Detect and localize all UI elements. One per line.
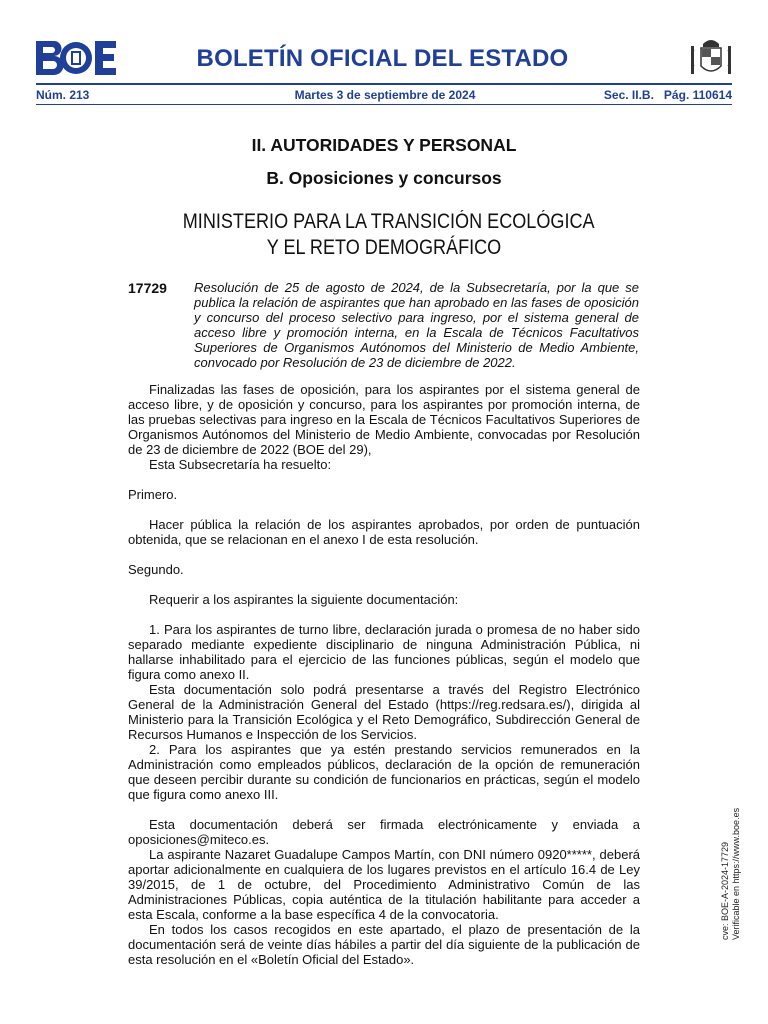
- paragraph: 2. Para los aspirantes que ya estén prestando servicios remunerados en la Administración como empleados públicos, declaración de la opción de remuneración que deseen percibir durante su condición de funcionarios en prácticas, según el modelo que figura como anexo III.: [128, 742, 640, 802]
- document-body: [128, 382, 640, 967]
- boe-logo-icon: [36, 41, 116, 75]
- heading-primero: Primero.: [128, 487, 178, 502]
- paragraph: 1. Para los aspirantes de turno libre, declaración jurada o promesa de no haber sido separado mediante expediente disciplinario de ninguna Administración Pública, ni hallarse inhabilitado para el ejercicio de las funciones públicas, según el modelo que figura como anexo II.: [128, 622, 640, 682]
- verification-link[interactable]: Verificable en https://www.boe.es: [731, 807, 741, 940]
- issue-number: Núm. 213: [36, 88, 90, 102]
- ministry-line-2: Y EL RETO DEMOGRÁFICO: [266, 236, 502, 259]
- paragraph: Requerir a los aspirantes la siguiente documentación:: [149, 592, 459, 607]
- newspaper-title: BOLETÍN OFICIAL DEL ESTADO: [196, 45, 569, 72]
- section-title: II. AUTORIDADES Y PERSONAL: [251, 135, 517, 155]
- verification-sidebar: [720, 720, 742, 940]
- paragraph: Esta documentación deberá ser firmada electrónicamente y enviada a oposiciones@miteco.es.: [128, 817, 640, 847]
- ministry-heading: [182, 209, 595, 261]
- paragraph: En todos los casos recogidos en este apartado, el plazo de presentación de la documentación será de veinte días hábiles a partir del día siguiente de la publicación de esta resolución en el «Boletín Oficial del Estado».: [128, 922, 640, 967]
- issue-date: Martes 3 de septiembre de 2024: [294, 88, 476, 102]
- paragraph: Esta Subsecretaría ha resuelto:: [149, 457, 332, 472]
- resolution-summary: Resolución de 25 de agosto de 2024, de la Subsecretaría, por la que se publica la relación de aspirantes que han aprobado en las fases de oposición y concurso del proceso selectivo para ingreso, por el sistema general de acceso libre y promoción interna, en la Escala de Técnicos Facultativos Superiores de Organismos Autónomos del Ministerio de Medio Ambiente, convocado por Resolución de 23 de diciembre de 2022.: [194, 280, 639, 370]
- header-rule-bottom: [36, 104, 732, 105]
- paragraph: Esta documentación solo podrá presentarse a través del Registro Electrónico General de la Administración General del Estado (https://reg.redsara.es/), dirigida al Ministerio para la Transición Ecológica y el Reto Demográfico, Subdirección General de Recursos Humanos e Inspección de los Servicios.: [128, 682, 640, 742]
- cve-code: cve: BOE-A-2024-17729: [720, 841, 730, 940]
- resolution-number: 17729: [128, 280, 167, 296]
- section-page: Sec. II.B. Pág. 110614: [603, 88, 732, 102]
- spanish-coat-of-arms-icon: [688, 36, 734, 80]
- ministry-line-1: MINISTERIO PARA LA TRANSICIÓN ECOLÓGICA: [182, 210, 595, 233]
- heading-segundo: Segundo.: [128, 562, 184, 577]
- paragraph: Hacer pública la relación de los aspirantes aprobados, por orden de puntuación obtenida, que se relacionan en el anexo I de esta resolución.: [128, 517, 640, 547]
- header-rule-top: [36, 83, 732, 85]
- paragraph: La aspirante Nazaret Guadalupe Campos Martín, con DNI número 0920*****, deberá aportar adicionalmente en cualquiera de los lugares previstos en el artículo 16.4 de Ley 39/2015, de 1 de octubre, del Procedimiento Administrativo Común de las Administraciones Públicas, copia auténtica de la titulación habilitante para acceder a esta Escala, conforme a la base específica 4 de la convocatoria.: [128, 847, 640, 922]
- section-subtitle: B. Oposiciones y concursos: [266, 168, 502, 188]
- paragraph: Finalizadas las fases de oposición, para los aspirantes por el sistema general de acceso libre, y de oposición y concurso, para los aspirantes por promoción interna, de las pruebas selectivas para ingreso en la Escala de Técnicos Facultativos Superiores de Organismos Autónomos del Ministerio de Medio Ambiente, convocadas por Resolución de 23 de diciembre de 2022 (BOE del 29),: [128, 382, 640, 457]
